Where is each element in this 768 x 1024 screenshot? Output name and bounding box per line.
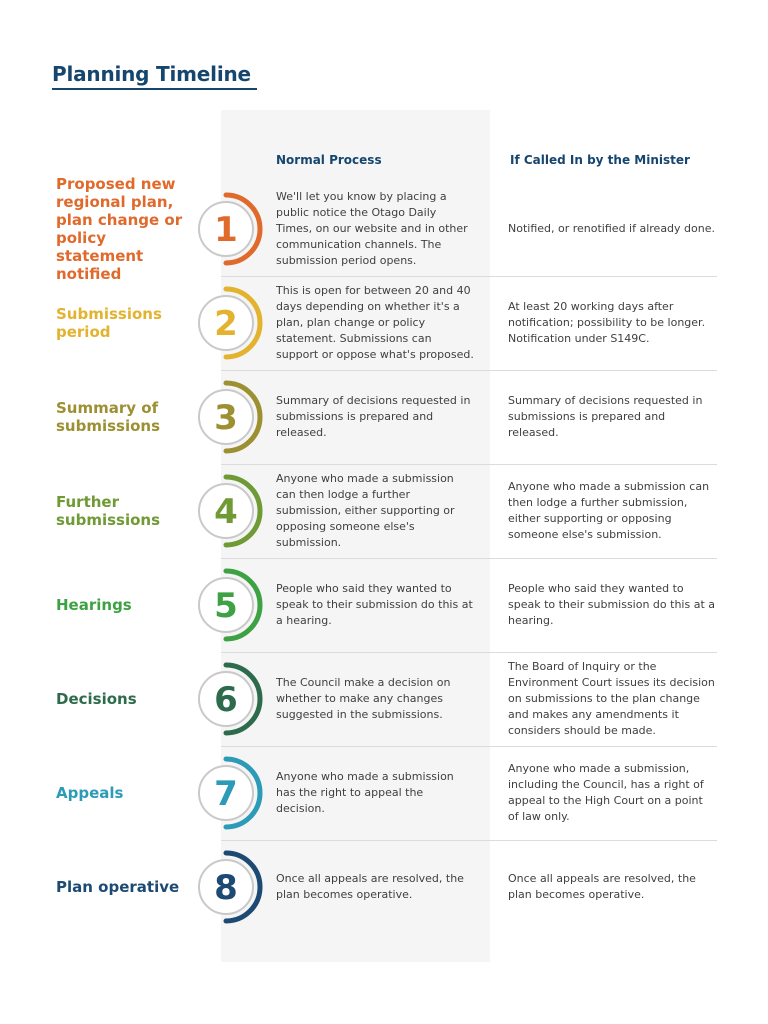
normal-process-text: Summary of decisions requested in submissions is prepared and released. bbox=[276, 394, 471, 439]
step-number: 8 bbox=[214, 868, 238, 908]
normal-process-text: Anyone who made a submission has the right to appeal the decision. bbox=[276, 770, 454, 815]
step-label: Further submissions bbox=[56, 493, 161, 529]
minister-process-text: People who said they wanted to speak to their submission do this at a hearing. bbox=[508, 582, 715, 627]
step-label: Appeals bbox=[56, 784, 124, 802]
timeline-step-3 bbox=[0, 370, 768, 464]
step-number-badge bbox=[188, 473, 264, 549]
step-label: Submissions period bbox=[56, 305, 162, 341]
normal-process-text: Anyone who made a submission can then lodge a further submission, either supporting or opposing someone else's submission. bbox=[276, 472, 455, 549]
normal-process-text: People who said they wanted to speak to their submission do this at a hearing. bbox=[276, 582, 473, 627]
step-number-badge bbox=[188, 191, 264, 267]
column-header-minister: If Called In by the Minister bbox=[510, 153, 690, 167]
step-number: 6 bbox=[214, 680, 238, 720]
minister-process-text: At least 20 working days after notification; possibility to be longer. Notification under S149C. bbox=[508, 300, 706, 345]
step-number: 3 bbox=[214, 398, 238, 438]
step-label: Hearings bbox=[56, 596, 132, 614]
title-underline bbox=[52, 88, 257, 90]
timeline-step-6 bbox=[0, 652, 768, 746]
step-number-badge bbox=[188, 661, 264, 737]
minister-process-text: Once all appeals are resolved, the plan becomes operative. bbox=[508, 872, 696, 901]
step-number: 5 bbox=[214, 586, 238, 626]
step-number-badge bbox=[188, 285, 264, 361]
timeline-step-2 bbox=[0, 276, 768, 370]
step-label: Proposed new regional plan, plan change or policy statement notified bbox=[56, 175, 183, 283]
step-number: 7 bbox=[214, 774, 238, 814]
timeline-step-7 bbox=[0, 746, 768, 840]
step-number: 4 bbox=[214, 492, 238, 532]
step-ring-icon bbox=[188, 755, 264, 831]
step-number: 1 bbox=[214, 210, 238, 250]
step-ring-icon bbox=[188, 285, 264, 361]
timeline-step-1 bbox=[0, 175, 768, 283]
timeline-step-4 bbox=[0, 464, 768, 558]
step-number-badge bbox=[188, 567, 264, 643]
timeline-step-5 bbox=[0, 558, 768, 652]
step-label: Summary of submissions bbox=[56, 399, 161, 435]
step-ring-icon bbox=[188, 379, 264, 455]
step-ring-icon bbox=[188, 661, 264, 737]
column-header-normal: Normal Process bbox=[276, 153, 382, 167]
step-ring-icon bbox=[188, 473, 264, 549]
normal-process-text: Once all appeals are resolved, the plan becomes operative. bbox=[276, 872, 464, 901]
step-number-badge bbox=[188, 849, 264, 925]
normal-process-text: This is open for between 20 and 40 days depending on whether it's a plan, plan change or policy statement. Submissions can support or oppose what's proposed. bbox=[276, 284, 474, 361]
step-label: Plan operative bbox=[56, 878, 180, 896]
minister-process-text: The Board of Inquiry or the Environment Court issues its decision on submissions to the plan change and makes any amendments it considers should be made. bbox=[508, 660, 715, 737]
minister-process-text: Summary of decisions requested in submissions is prepared and released. bbox=[508, 394, 703, 439]
step-ring-icon bbox=[188, 849, 264, 925]
minister-process-text: Anyone who made a submission can then lodge a further submission, either supporting or opposing someone else's submission. bbox=[508, 480, 710, 541]
minister-process-text: Anyone who made a submission, including the Council, has a right of appeal to the High Court on a point of law only. bbox=[508, 762, 704, 823]
step-label: Decisions bbox=[56, 690, 137, 708]
step-number: 2 bbox=[214, 304, 238, 344]
step-number-badge bbox=[188, 379, 264, 455]
step-ring-icon bbox=[188, 191, 264, 267]
minister-process-text: Notified, or renotified if already done. bbox=[508, 222, 715, 235]
step-ring-icon bbox=[188, 567, 264, 643]
normal-process-text: We'll let you know by placing a public notice the Otago Daily Times, on our website and in other communication channels. The submission period opens. bbox=[276, 190, 468, 267]
timeline-step-8 bbox=[0, 840, 768, 934]
normal-process-text: The Council make a decision on whether to make any changes suggested in the submissions. bbox=[276, 676, 451, 721]
step-number-badge bbox=[188, 755, 264, 831]
page-title: Planning Timeline bbox=[52, 62, 251, 86]
